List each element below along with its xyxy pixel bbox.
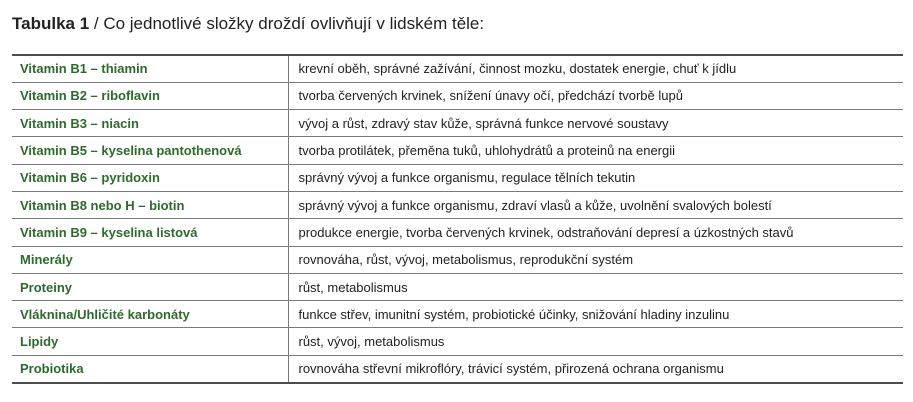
table-row (12, 328, 903, 355)
component-name: Vitamin B9 – kyselina listová (12, 219, 288, 246)
table-row (12, 301, 903, 328)
component-effect: funkce střev, imunitní systém, probiotické účinky, snižování hladiny inzulinu (288, 301, 903, 328)
component-effect: růst, metabolismus (288, 273, 903, 300)
table-row (12, 191, 903, 218)
table-row (12, 110, 903, 137)
caption-label: Tabulka 1 (12, 14, 90, 33)
component-effect: rovnováha, růst, vývoj, metabolismus, reprodukční systém (288, 246, 903, 273)
table-row (12, 82, 903, 109)
component-effect: rovnováha střevní mikroflóry, trávicí systém, přirozená ochrana organismu (288, 355, 903, 382)
component-name: Vitamin B2 – riboflavin (12, 82, 288, 109)
component-name: Lipidy (12, 328, 288, 355)
table-row (12, 273, 903, 300)
table-row (12, 137, 903, 164)
component-name: Vláknina/Uhličité karbonáty (12, 301, 288, 328)
component-name: Vitamin B3 – niacin (12, 110, 288, 137)
table-caption (12, 14, 484, 34)
table-row (12, 355, 903, 382)
component-effect: produkce energie, tvorba červených krvinek, odstraňování depresí a úzkostných stavů (288, 219, 903, 246)
component-effect: tvorba červených krvinek, snížení únavy očí, předchází tvorbě lupů (288, 82, 903, 109)
component-effect: krevní oběh, správné zažívání, činnost mozku, dostatek energie, chuť k jídlu (288, 55, 903, 82)
component-effect: tvorba protilátek, přeměna tuků, uhlohydrátů a proteinů na energii (288, 137, 903, 164)
component-name: Vitamin B1 – thiamin (12, 55, 288, 82)
table-row (12, 219, 903, 246)
caption-text: / Co jednotlivé složky droždí ovlivňují v lidském těle: (89, 14, 485, 33)
component-effect: správný vývoj a funkce organismu, zdraví vlasů a kůže, uvolnění svalových bolestí (288, 191, 903, 218)
component-effect: růst, vývoj, metabolismus (288, 328, 903, 355)
component-name: Vitamin B5 – kyselina pantothenová (12, 137, 288, 164)
table-row (12, 55, 903, 82)
component-effect: správný vývoj a funkce organismu, regulace tělních tekutin (288, 164, 903, 191)
yeast-components-table (12, 54, 903, 384)
component-name: Vitamin B8 nebo H – biotin (12, 191, 288, 218)
table-row (12, 164, 903, 191)
component-name: Proteiny (12, 273, 288, 300)
component-effect: vývoj a růst, zdravý stav kůže, správná funkce nervové soustavy (288, 110, 903, 137)
component-name: Minerály (12, 246, 288, 273)
component-name: Probiotika (12, 355, 288, 382)
table-row (12, 246, 903, 273)
component-name: Vitamin B6 – pyridoxin (12, 164, 288, 191)
